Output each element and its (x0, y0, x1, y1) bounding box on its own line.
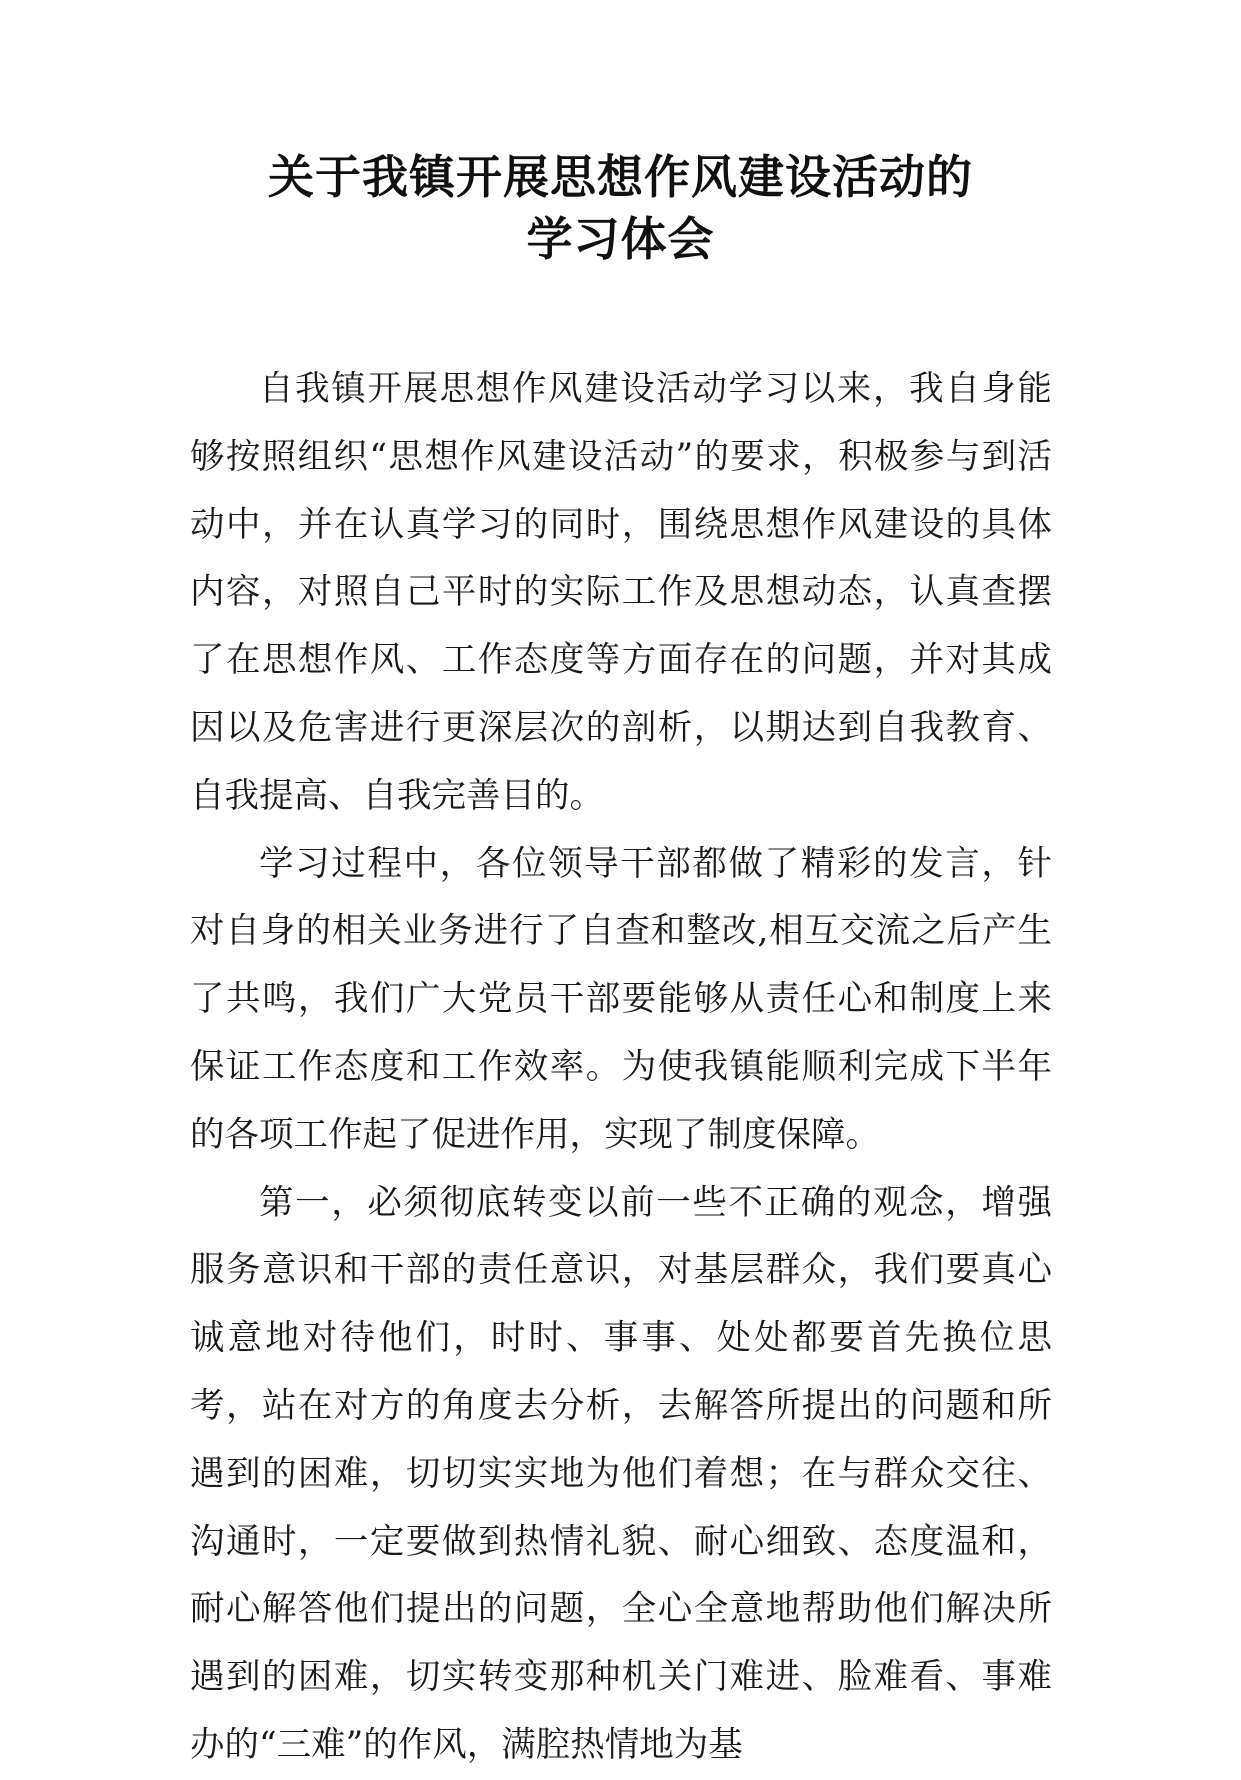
document-title-line-1: 关于我镇开展思想作风建设活动的 (268, 150, 973, 204)
paragraph-3: 第一，必须彻底转变以前一些不正确的观念，增强服务意识和干部的责任意识，对基层群众，我们要真心诚意地对待他们，时时、事事、处处都要首先换位思考，站在对方的角度去分析，去解答所提出的问题和所遇到的困难，切切实实地为他们着想；在与群众交往、沟通时，一定要做到热情礼貌、耐心细致、态度温和，耐心解答他们提出的问题，全心全意地帮助他们解决所遇到的困难，切实转变那种机关门难进、脸难看、事难办的“三难”的作风，满腔热情地为基 (190, 1182, 1052, 1765)
document-body (190, 356, 1052, 1780)
paragraph-1: 自我镇开展思想作风建设活动学习以来，我自身能够按照组织“思想作风建设活动”的要求，积极参与到活动中，并在认真学习的同时，围绕思想作风建设的具体内容，对照自己平时的实际工作及思想动态，认真查摆了在思想作风、工作态度等方面存在的问题，并对其成因以及危害进行更深层次的剖析，以期达到自我教育、自我提高、自我完善目的。 (190, 369, 1052, 816)
paragraph-2: 学习过程中，各位领导干部都做了精彩的发言，针对自身的相关业务进行了自查和整改,相互交流之后产生了共鸣，我们广大党员干部要能够从责任心和制度上来保证工作态度和工作效率。为使我镇能顺利完成下半年的各项工作起了促进作用，实现了制度保障。 (190, 843, 1052, 1155)
document-title (150, 146, 1091, 270)
document-title-line-2: 学习体会 (526, 212, 715, 266)
